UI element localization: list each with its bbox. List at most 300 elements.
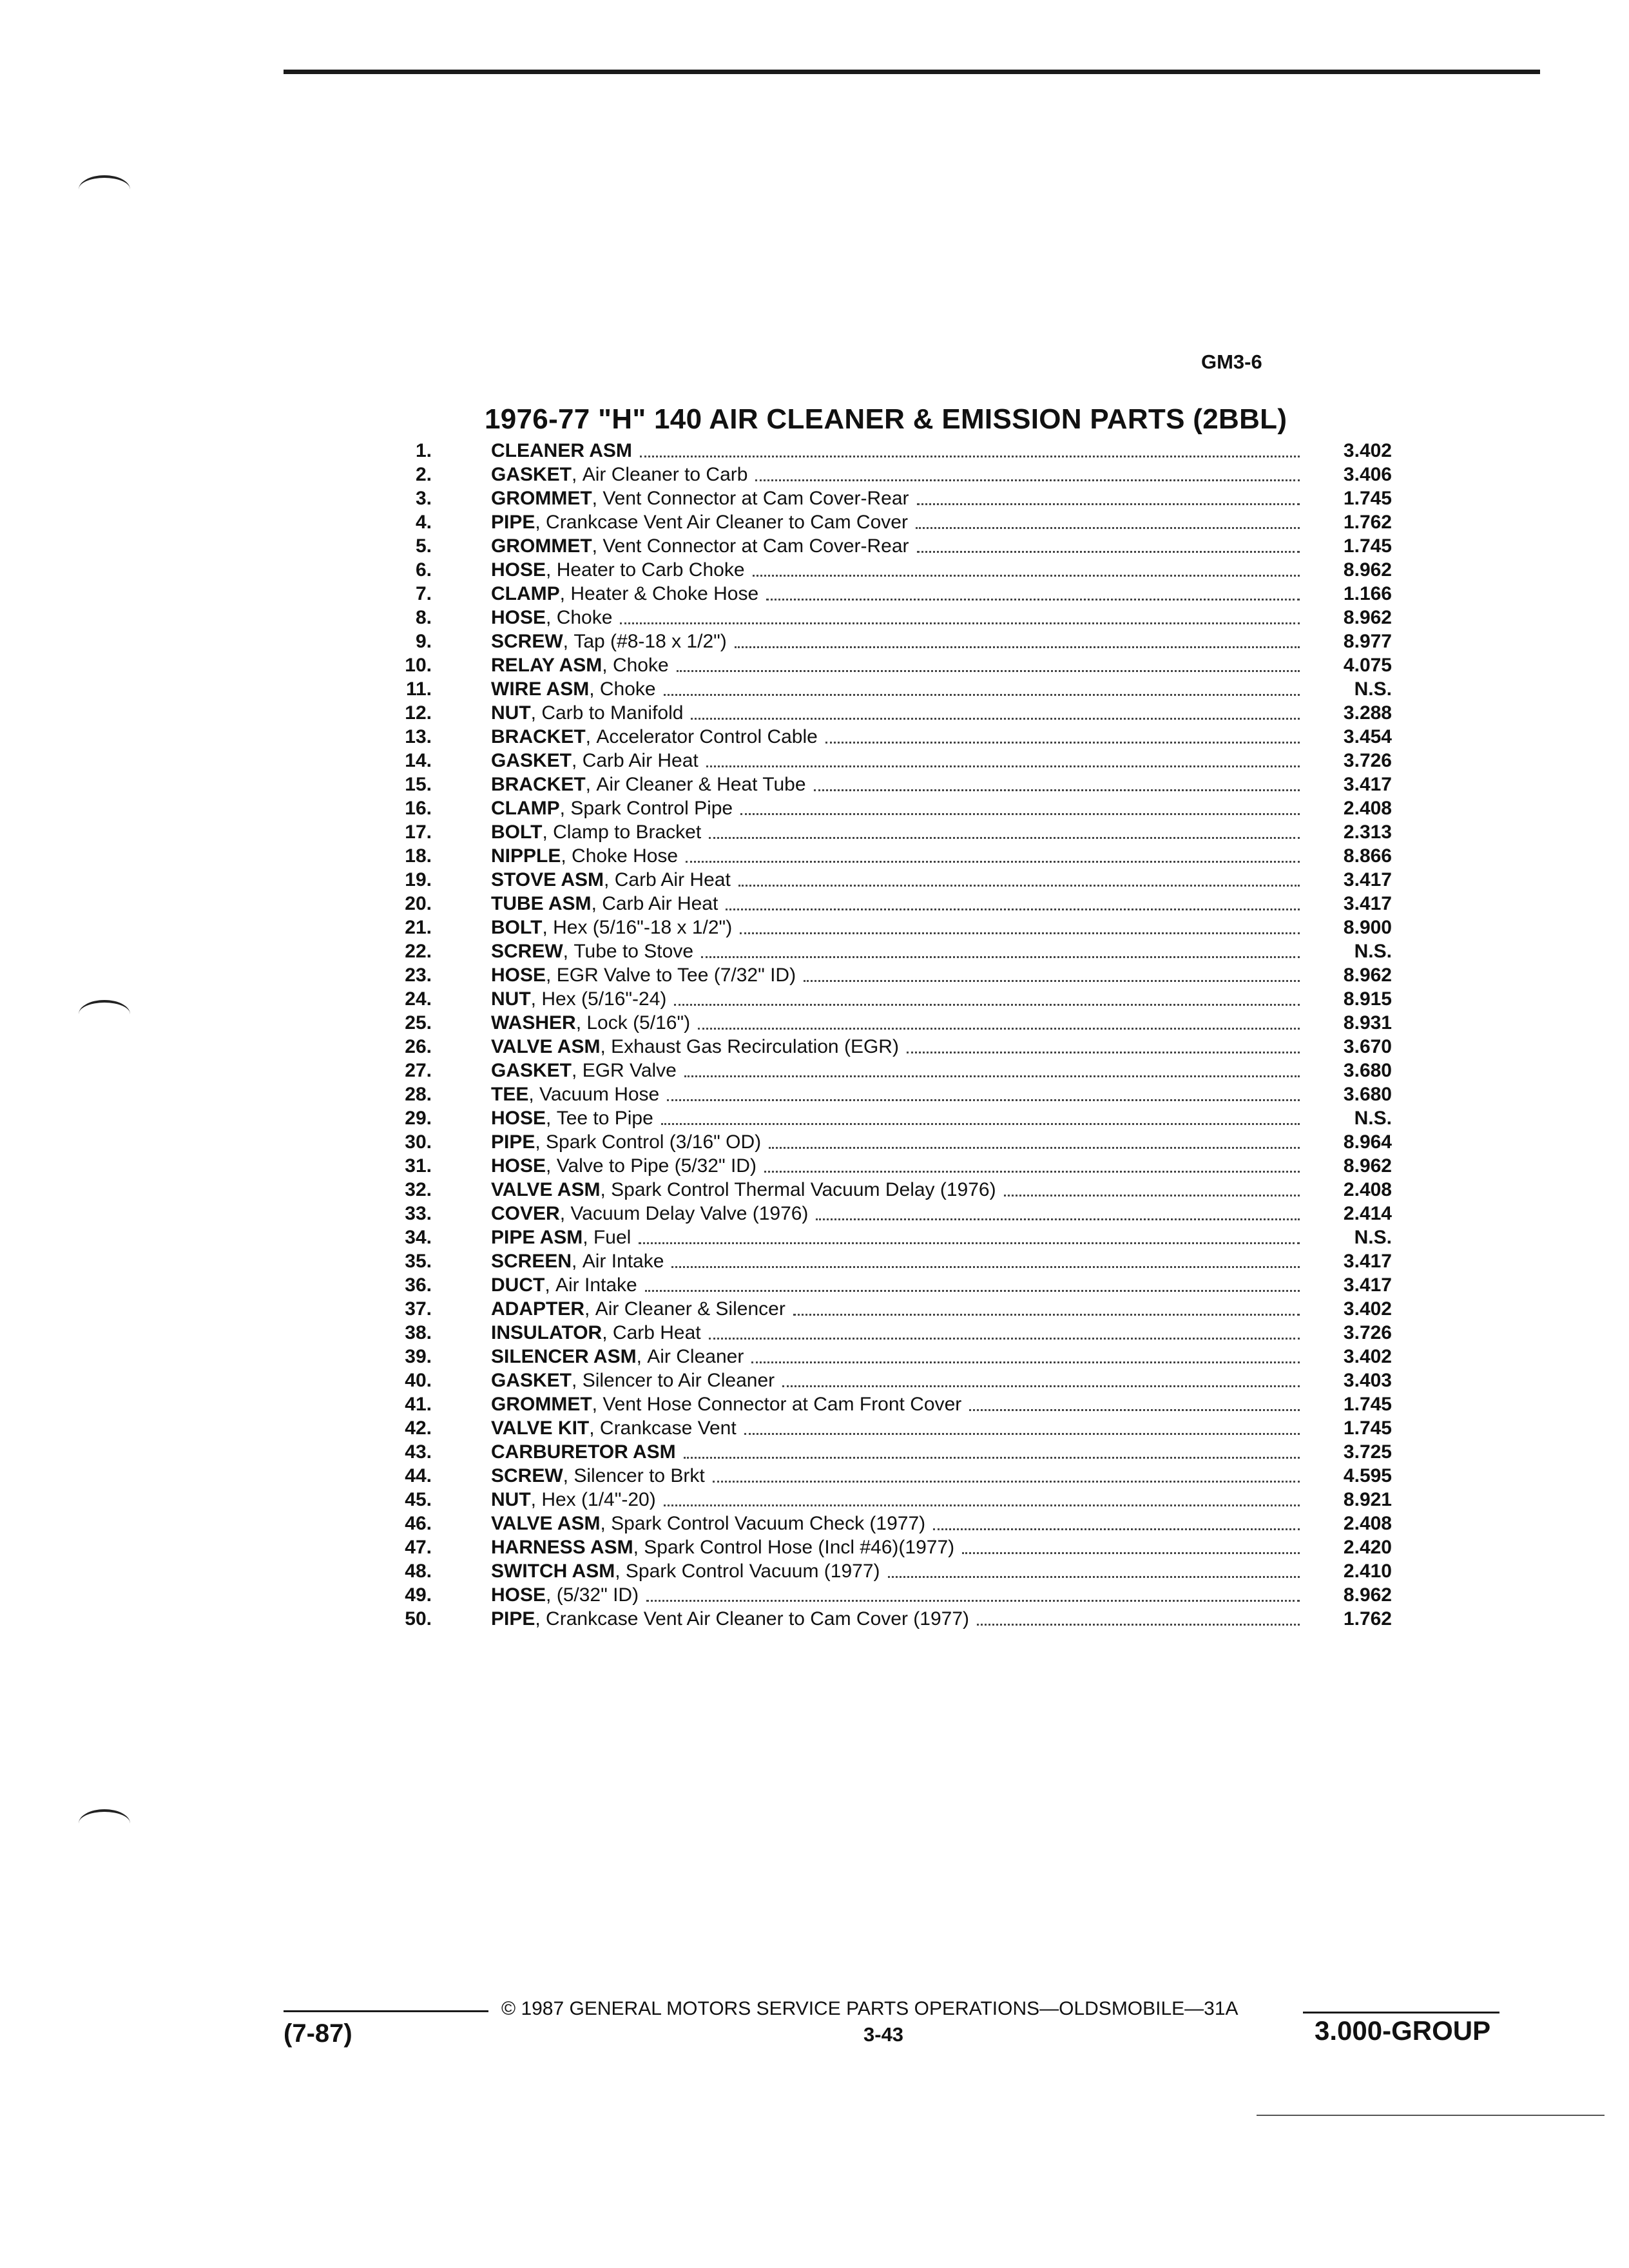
group-code: 1.745 [1343, 488, 1392, 509]
part-row [374, 1369, 1392, 1392]
part-name: CARBURETOR ASM [491, 1441, 676, 1463]
part-detail: Spark Control Vacuum Check (1977) [611, 1513, 926, 1534]
part-row [374, 868, 1392, 892]
part-description [491, 844, 1300, 868]
part-detail: Heater & Choke Hose [570, 583, 759, 604]
part-number: 13. [405, 726, 432, 747]
part-row [374, 773, 1392, 796]
part-description [491, 1035, 1300, 1059]
part-name: NUT [491, 702, 531, 724]
part-row [374, 1297, 1392, 1321]
part-number: 30. [405, 1131, 432, 1153]
dot-leader [888, 1559, 1300, 1578]
part-name: VALVE ASM [491, 1513, 601, 1534]
part-number: 22. [405, 941, 432, 962]
part-row [374, 939, 1392, 963]
dot-leader [684, 1059, 1300, 1077]
part-description [491, 1202, 1300, 1225]
part-name: PIPE [491, 512, 535, 533]
part-row [374, 486, 1392, 510]
group-code: 8.962 [1343, 607, 1392, 628]
part-row [374, 534, 1392, 558]
group-code: 8.866 [1343, 845, 1392, 867]
part-number: 29. [405, 1108, 432, 1129]
part-number: 35. [405, 1251, 432, 1272]
part-description [491, 916, 1300, 939]
part-detail: Air Intake [582, 1251, 664, 1272]
part-description [491, 1583, 1300, 1607]
group-code: 2.414 [1343, 1203, 1392, 1224]
group-code: 3.417 [1343, 1251, 1392, 1272]
part-number: 28. [405, 1084, 432, 1105]
dot-leader [753, 558, 1300, 577]
part-detail: Carb Air Heat [582, 750, 699, 771]
dot-leader [766, 582, 1300, 601]
dot-leader [620, 606, 1300, 624]
part-description [491, 606, 1300, 629]
dot-leader [664, 677, 1300, 696]
part-separator: , [572, 1370, 583, 1391]
group-code: 8.921 [1343, 1489, 1392, 1510]
dot-leader [907, 1035, 1300, 1053]
part-description [491, 582, 1300, 606]
part-description [491, 749, 1300, 773]
group-code: 3.725 [1343, 1441, 1392, 1463]
part-row [374, 463, 1392, 486]
dot-leader [814, 773, 1300, 791]
part-detail: Silencer to Brkt [574, 1465, 705, 1486]
part-number: 47. [405, 1537, 432, 1558]
part-row [374, 1392, 1392, 1416]
group-code: 8.915 [1343, 988, 1392, 1010]
part-detail: Vacuum Delay Valve (1976) [570, 1203, 809, 1224]
group-code: 2.408 [1343, 1513, 1392, 1534]
group-code: 2.410 [1343, 1561, 1392, 1582]
part-row [374, 1249, 1392, 1273]
part-number: 46. [405, 1513, 432, 1534]
part-separator: , [615, 1561, 626, 1582]
part-number: 33. [405, 1203, 432, 1224]
part-separator: , [530, 1489, 542, 1510]
group-code: 3.402 [1343, 1346, 1392, 1367]
part-separator: , [563, 1465, 574, 1486]
part-name: HOSE [491, 1584, 546, 1606]
part-name: WIRE ASM [491, 678, 590, 700]
dot-leader [933, 1512, 1300, 1530]
part-separator: , [591, 893, 602, 914]
dot-leader [1004, 1178, 1300, 1196]
part-separator: , [561, 845, 572, 867]
part-number: 7. [415, 583, 432, 604]
dot-leader [804, 963, 1300, 982]
part-description [491, 796, 1300, 820]
part-description [491, 486, 1300, 510]
part-row [374, 987, 1392, 1011]
dot-leader [701, 939, 1300, 958]
part-name: DUCT [491, 1274, 545, 1296]
dot-leader [917, 534, 1300, 553]
part-separator: , [572, 464, 583, 485]
part-separator: , [559, 583, 571, 604]
binder-hole-mark-middle [79, 1000, 130, 1028]
part-description [491, 534, 1300, 558]
part-detail: Crankcase Vent Air Cleaner to Cam Cover (1977) [546, 1608, 970, 1629]
part-name: GASKET [491, 1060, 572, 1081]
part-separator: , [546, 965, 557, 986]
part-detail: Hex (5/16"-24) [541, 988, 667, 1010]
part-name: SCREEN [491, 1251, 572, 1272]
part-separator: , [542, 822, 554, 843]
dot-leader [825, 725, 1300, 744]
part-number: 2. [415, 464, 432, 485]
dot-leader [661, 1106, 1300, 1125]
part-description [491, 939, 1300, 963]
part-separator: , [604, 869, 615, 890]
part-separator: , [559, 798, 571, 819]
part-separator: , [572, 1060, 583, 1081]
part-separator: , [585, 726, 597, 747]
group-code: 8.900 [1343, 917, 1392, 938]
dot-leader [735, 629, 1300, 648]
part-row [374, 1273, 1392, 1297]
part-detail: (5/32" ID) [556, 1584, 639, 1606]
part-detail: Vent Hose Connector at Cam Front Cover [602, 1394, 962, 1415]
part-description [491, 892, 1300, 916]
part-row [374, 606, 1392, 629]
part-description [491, 1559, 1300, 1583]
part-number: 24. [405, 988, 432, 1010]
part-description [491, 1154, 1300, 1178]
part-separator: , [572, 750, 583, 771]
part-name: TEE [491, 1084, 529, 1105]
part-number: 3. [415, 488, 432, 509]
dot-leader [816, 1202, 1300, 1220]
group-code: 8.962 [1343, 1155, 1392, 1177]
group-code: 8.977 [1343, 631, 1392, 652]
part-row [374, 892, 1392, 916]
part-name: VALVE KIT [491, 1418, 590, 1439]
part-description [491, 1512, 1300, 1535]
part-name: HARNESS ASM [491, 1537, 633, 1558]
part-detail: Vent Connector at Cam Cover-Rear [602, 535, 909, 557]
part-number: 25. [405, 1012, 432, 1033]
part-name: GROMMET [491, 535, 592, 557]
part-description [491, 1178, 1300, 1202]
part-description [491, 653, 1300, 677]
part-number: 44. [405, 1465, 432, 1486]
part-number: 32. [405, 1179, 432, 1200]
part-row [374, 629, 1392, 653]
part-name: HOSE [491, 607, 546, 628]
part-name: BRACKET [491, 726, 586, 747]
group-code: 8.962 [1343, 1584, 1392, 1606]
part-separator: , [535, 512, 546, 533]
part-row [374, 1607, 1392, 1631]
part-separator: , [589, 678, 600, 700]
part-detail: Spark Control Pipe [570, 798, 733, 819]
part-separator: , [563, 631, 574, 652]
part-description [491, 701, 1300, 725]
part-name: GROMMET [491, 488, 592, 509]
footer-rule-right [1303, 2012, 1499, 2013]
part-row [374, 844, 1392, 868]
part-separator: , [545, 1274, 555, 1296]
part-number: 1. [415, 440, 432, 461]
part-description [491, 1345, 1300, 1369]
part-description [491, 439, 1300, 463]
part-name: PIPE ASM [491, 1227, 583, 1248]
part-separator: , [600, 1036, 612, 1057]
dot-leader [764, 1154, 1300, 1173]
group-code: 8.964 [1343, 1131, 1392, 1153]
part-detail: Lock (5/16") [586, 1012, 691, 1033]
part-separator: , [633, 1537, 644, 1558]
part-row [374, 1440, 1392, 1464]
part-number: 23. [405, 965, 432, 986]
part-separator: , [583, 1227, 593, 1248]
part-number: 10. [405, 655, 432, 676]
part-separator: , [572, 1251, 583, 1272]
part-name: CLEANER ASM [491, 440, 632, 461]
group-code: 3.680 [1343, 1060, 1392, 1081]
footer-page-number: 3-43 [863, 2023, 904, 2046]
part-detail: Spark Control (3/16" OD) [546, 1131, 762, 1153]
part-detail: Tube to Stove [574, 941, 694, 962]
group-code: 3.403 [1343, 1370, 1392, 1391]
part-separator: , [575, 1012, 587, 1033]
part-detail: Tee to Pipe [556, 1108, 653, 1129]
part-row [374, 510, 1392, 534]
part-name: PIPE [491, 1131, 535, 1153]
dot-leader [740, 796, 1300, 815]
part-number: 4. [415, 512, 432, 533]
part-separator: , [546, 607, 557, 628]
part-row [374, 963, 1392, 987]
binder-hole-mark-top [79, 175, 130, 204]
dot-leader [709, 1321, 1300, 1340]
group-code: 3.402 [1343, 440, 1392, 461]
part-detail: Spark Control Vacuum (1977) [625, 1561, 880, 1582]
part-detail: Fuel [593, 1227, 631, 1248]
footer-copyright: © 1987 GENERAL MOTORS SERVICE PARTS OPERATIONS—OLDSMOBILE—31A [501, 1998, 1239, 2019]
page-code: GM3-6 [1201, 351, 1262, 373]
part-separator: , [535, 1608, 546, 1629]
dot-leader [726, 892, 1300, 910]
part-separator: , [530, 988, 542, 1010]
dot-leader [916, 510, 1300, 529]
part-detail: Hex (5/16"-18 x 1/2") [553, 917, 733, 938]
part-detail: Hex (1/4"-20) [541, 1489, 656, 1510]
part-row [374, 820, 1392, 844]
part-detail: Air Intake [555, 1274, 637, 1296]
dot-leader [639, 1225, 1300, 1244]
part-number: 39. [405, 1346, 432, 1367]
part-number: 26. [405, 1036, 432, 1057]
part-row [374, 1225, 1392, 1249]
part-row [374, 1321, 1392, 1345]
part-description [491, 1082, 1300, 1106]
dot-leader [686, 844, 1300, 863]
footer-rule-left [284, 2010, 488, 2012]
group-code: 1.745 [1343, 535, 1392, 557]
part-name: GASKET [491, 1370, 572, 1391]
part-number: 21. [405, 917, 432, 938]
part-description [491, 1059, 1300, 1082]
group-code: 2.420 [1343, 1537, 1392, 1558]
dot-leader [646, 1583, 1300, 1602]
part-detail: Carb Air Heat [614, 869, 731, 890]
part-description [491, 1225, 1300, 1249]
group-code: 3.417 [1343, 893, 1392, 914]
dot-leader [917, 486, 1300, 505]
part-number: 41. [405, 1394, 432, 1415]
group-code: 3.680 [1343, 1084, 1392, 1105]
group-code: 2.408 [1343, 798, 1392, 819]
part-description [491, 725, 1300, 749]
part-separator: , [589, 1418, 600, 1439]
part-detail: Carb to Manifold [541, 702, 684, 724]
part-description [491, 1369, 1300, 1392]
part-number: 11. [405, 678, 432, 700]
part-name: COVER [491, 1203, 560, 1224]
part-description [491, 1011, 1300, 1035]
part-description [491, 677, 1300, 701]
part-row [374, 582, 1392, 606]
dot-leader [706, 749, 1300, 767]
part-name: SWITCH ASM [491, 1561, 615, 1582]
part-row [374, 1035, 1392, 1059]
part-detail: Spark Control Hose (Incl #46)(1977) [644, 1537, 955, 1558]
part-description [491, 510, 1300, 534]
group-code: 1.762 [1343, 1608, 1392, 1629]
dot-leader [691, 701, 1300, 720]
dot-leader [977, 1607, 1300, 1626]
part-description [491, 820, 1300, 844]
part-description [491, 463, 1300, 486]
part-description [491, 1273, 1300, 1297]
part-row [374, 1178, 1392, 1202]
part-number: 49. [405, 1584, 432, 1606]
part-row [374, 1202, 1392, 1225]
part-separator: , [592, 1394, 603, 1415]
group-code: 2.313 [1343, 822, 1392, 843]
part-separator: , [584, 1298, 595, 1320]
part-separator: , [585, 774, 597, 795]
dot-leader [677, 653, 1300, 672]
dot-leader [667, 1082, 1300, 1101]
part-description [491, 1321, 1300, 1345]
bottom-edge-rule [1257, 2115, 1605, 2116]
dot-leader [751, 1345, 1300, 1363]
dot-leader [962, 1535, 1300, 1554]
part-detail: Clamp to Bracket [553, 822, 702, 843]
part-name: VALVE ASM [491, 1179, 601, 1200]
dot-leader [640, 439, 1300, 457]
part-name: HOSE [491, 1108, 546, 1129]
part-name: PIPE [491, 1608, 535, 1629]
part-description [491, 1392, 1300, 1416]
part-description [491, 1249, 1300, 1273]
group-code: 1.745 [1343, 1394, 1392, 1415]
part-number: 37. [405, 1298, 432, 1320]
part-description [491, 963, 1300, 987]
part-row [374, 439, 1392, 463]
part-description [491, 868, 1300, 892]
part-description [491, 558, 1300, 582]
part-name: VALVE ASM [491, 1036, 601, 1057]
part-name: WASHER [491, 1012, 576, 1033]
group-code: 3.402 [1343, 1298, 1392, 1320]
part-detail: Choke [556, 607, 613, 628]
part-separator: , [600, 1179, 612, 1200]
part-detail: Spark Control Thermal Vacuum Delay (1976) [611, 1179, 996, 1200]
part-number: 43. [405, 1441, 432, 1463]
dot-leader [674, 987, 1300, 1006]
dot-leader [740, 916, 1300, 934]
dot-leader [698, 1011, 1300, 1030]
dot-leader [755, 463, 1300, 481]
part-number: 31. [405, 1155, 432, 1177]
part-row [374, 701, 1392, 725]
part-separator: , [602, 655, 613, 676]
part-separator: , [592, 535, 603, 557]
footer-group-number: 3.000-GROUP [1315, 2015, 1491, 2046]
group-code: 1.762 [1343, 512, 1392, 533]
part-detail: Carb Air Heat [602, 893, 718, 914]
part-name: GASKET [491, 750, 572, 771]
part-separator: , [528, 1084, 540, 1105]
part-detail: Choke Hose [572, 845, 679, 867]
part-name: CLAMP [491, 583, 560, 604]
part-detail: Tap (#8-18 x 1/2") [574, 631, 727, 652]
part-name: CLAMP [491, 798, 560, 819]
group-code: N.S. [1354, 678, 1392, 700]
part-description [491, 1607, 1300, 1631]
part-row [374, 1416, 1392, 1440]
part-detail: Crankcase Vent Air Cleaner to Cam Cover [546, 512, 908, 533]
part-separator: , [530, 702, 542, 724]
part-name: TUBE ASM [491, 893, 592, 914]
part-description [491, 987, 1300, 1011]
group-code: 3.288 [1343, 702, 1392, 724]
part-number: 48. [405, 1561, 432, 1582]
part-row [374, 725, 1392, 749]
part-name: SILENCER ASM [491, 1346, 637, 1367]
dot-leader [671, 1249, 1300, 1268]
binder-hole-mark-bottom [79, 1809, 130, 1838]
part-name: RELAY ASM [491, 655, 602, 676]
dot-leader [769, 1130, 1300, 1149]
part-number: 12. [405, 702, 432, 724]
group-code: N.S. [1354, 941, 1392, 962]
dot-leader [709, 820, 1300, 839]
part-separator: , [563, 941, 574, 962]
part-name: HOSE [491, 559, 546, 581]
part-row [374, 1345, 1392, 1369]
part-number: 14. [405, 750, 432, 771]
group-code: N.S. [1354, 1227, 1392, 1248]
part-detail: Carb Heat [612, 1322, 701, 1343]
part-detail: Air Cleaner to Carb [582, 464, 748, 485]
dot-leader [782, 1369, 1300, 1387]
part-name: INSULATOR [491, 1322, 602, 1343]
part-separator: , [600, 1513, 612, 1534]
group-code: 3.670 [1343, 1036, 1392, 1057]
group-code: 8.962 [1343, 559, 1392, 581]
part-name: BRACKET [491, 774, 586, 795]
part-number: 8. [415, 607, 432, 628]
part-name: ADAPTER [491, 1298, 585, 1320]
